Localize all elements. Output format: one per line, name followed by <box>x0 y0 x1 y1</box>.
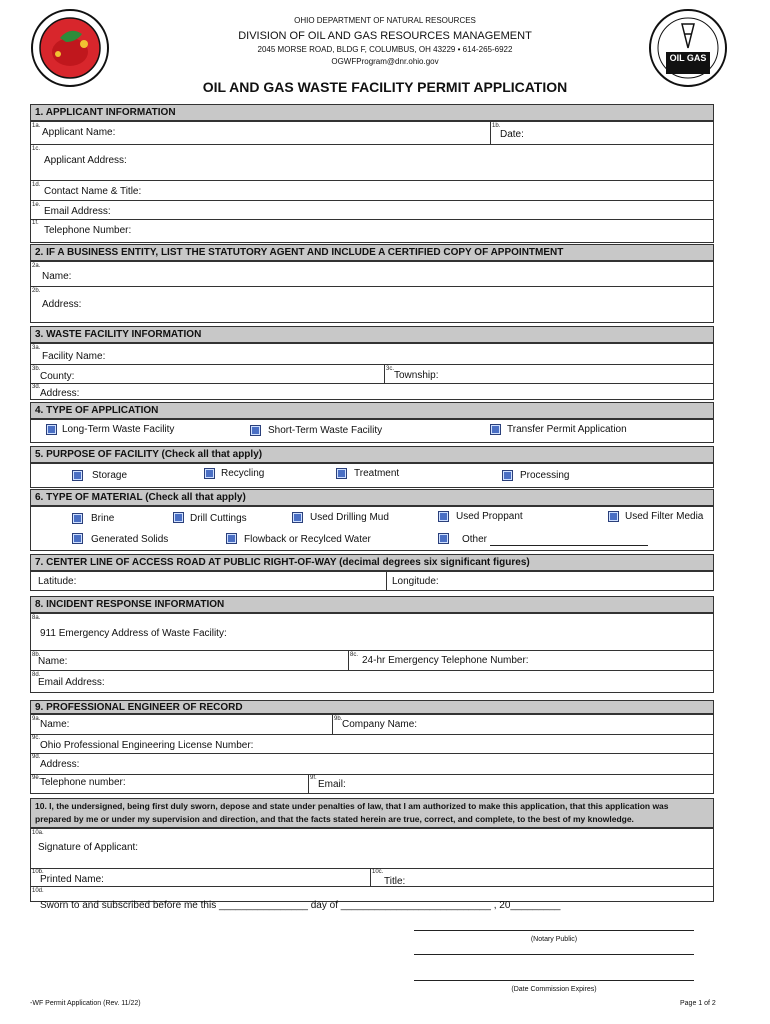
company-name-field[interactable]: Company Name: <box>342 719 418 730</box>
facility-address-field[interactable]: Address: <box>40 388 80 399</box>
brine-checkbox[interactable] <box>72 513 83 524</box>
agent-name-field[interactable]: Name: <box>42 271 72 282</box>
engineer-email-field[interactable]: Email: <box>318 779 346 790</box>
permit-form: 1. APPLICANT INFORMATION 1a. Applicant Name: 1b. Date: 1c. Applicant Address: 1d. Contact Name & Title: 1e. Email Address: 1f. Telephone Number: 2. IF A BUSINESS ENTITY, LIST THE STATUTORY AGENT AND INCLUDE A CERTIFIED COPY OF APPOINTMENT 2a. Name: 2b. Address: 3. WASTE FACILITY INFORMATION 3a. Facility Name: 3b. County: 3c. Township: 3d. Address: 4. TYPE OF APPLICATION Long-Term Waste Facility Short-Term Waste Facility Transfer Permit Application 5. PURPOSE OF FACILITY (Check all that apply) Storage Recycling Treatment Processing 6. TYPE OF MATERIAL (Check all that apply) Brine Drill Cuttings Used Drilling Mud Used Proppant Used Filter Media Generated Solids Flowback or Recylced Water Other 7. CENTER LINE OF ACCESS ROAD AT PUBLIC RIGHT-OF-WAY (decimal degrees six significant figures) Latitude: Longitude: 8. INCIDENT RESPONSE INFORMATION 8a. 911 Emergency Address of Waste Facility: 8b. Name: 8c. 24-hr Emergency Telephone Number: 8d. Email Address: 9. PROFESSIONAL ENGINEER OF RECORD 9a. Name: 9b. Company Name: 9c. Ohio Professional Engineering License Number: 9d. Address: 9e. Telephone number: 9f. Email: 10. I, the undersigned, being first duly sworn, depose and state under penalties of law, that I am authorized to make this application, that this application was prepared by me or under my supervision and direction, and that the facts stated herein are true, correct, and complete, to the best of my knowledge. 10a. Signature of Applicant: 10b. Printed Name: 10c. Title: 10d. Sworn to and subscribed before me this ________________ day of ___________________________ , 20_________ (Notary Public) (Date Commission Expires) <box>30 104 716 1004</box>
storage-label: Storage <box>92 470 128 481</box>
section-3-heading: 3. WASTE FACILITY INFORMATION <box>30 326 714 343</box>
drill-cuttings-label: Drill Cuttings <box>190 513 247 524</box>
emergency-phone-field[interactable]: 24-hr Emergency Telephone Number: <box>362 655 529 666</box>
section-7-heading: 7. CENTER LINE OF ACCESS ROAD AT PUBLIC RIGHT-OF-WAY (decimal degrees six significant figures) <box>30 554 714 571</box>
section-3-box <box>30 343 714 400</box>
generated-solids-checkbox[interactable] <box>72 533 83 544</box>
used-proppant-label: Used Proppant <box>456 511 523 522</box>
used-proppant-checkbox[interactable] <box>438 511 449 522</box>
generated-solids-label: Generated Solids <box>91 534 169 545</box>
telephone-field[interactable]: Telephone Number: <box>44 225 132 236</box>
division-name: DIVISION OF OIL AND GAS RESOURCES MANAGEMENT <box>238 30 532 42</box>
recycling-checkbox[interactable] <box>204 468 215 479</box>
facility-name-field[interactable]: Facility Name: <box>42 351 106 362</box>
recycling-label: Recycling <box>221 468 265 479</box>
longitude-field[interactable]: Longitude: <box>392 576 439 587</box>
commission-label: (Date Commission Expires) <box>511 986 597 993</box>
signature-field[interactable]: Signature of Applicant: <box>38 842 139 853</box>
license-number-field[interactable]: Ohio Professional Engineering License Number: <box>40 740 254 751</box>
long-term-checkbox[interactable] <box>46 424 57 435</box>
sworn-statement: Sworn to and subscribed before me this ________________ day of ___________________________ , 20_________ <box>40 900 561 911</box>
notary-signature-line[interactable] <box>414 930 694 931</box>
used-drilling-mud-checkbox[interactable] <box>292 512 303 523</box>
treatment-label: Treatment <box>354 468 400 479</box>
flowback-water-checkbox[interactable] <box>226 533 237 544</box>
engineer-phone-field[interactable]: Telephone number: <box>40 777 126 788</box>
short-term-label: Short-Term Waste Facility <box>268 425 383 436</box>
contact-name-field[interactable]: Contact Name & Title: <box>44 186 142 197</box>
section-4-heading: 4. TYPE OF APPLICATION <box>30 402 714 419</box>
other-label: Other <box>462 534 488 545</box>
used-filter-media-label: Used Filter Media <box>625 511 704 522</box>
used-filter-media-checkbox[interactable] <box>608 511 619 522</box>
storage-checkbox[interactable] <box>72 470 83 481</box>
oil-gas-logo-text: OIL GAS <box>669 53 707 63</box>
dept-name: OHIO DEPARTMENT OF NATURAL RESOURCES <box>294 16 476 25</box>
section-8-heading: 8. INCIDENT RESPONSE INFORMATION <box>30 596 714 613</box>
footer-page-number: Page 1 of 2 <box>680 1000 716 1007</box>
county-field[interactable]: County: <box>40 371 75 382</box>
section-1-box <box>30 121 714 243</box>
commission-line[interactable] <box>414 980 694 981</box>
agent-address-field[interactable]: Address: <box>42 299 82 310</box>
processing-checkbox[interactable] <box>502 470 513 481</box>
long-term-label: Long-Term Waste Facility <box>62 424 175 435</box>
section-2-heading: 2. IF A BUSINESS ENTITY, LIST THE STATUTORY AGENT AND INCLUDE A CERTIFIED COPY OF APPOINTMENT <box>30 244 714 261</box>
section-5-heading: 5. PURPOSE OF FACILITY (Check all that apply) <box>30 446 714 463</box>
engineer-address-field[interactable]: Address: <box>40 759 80 770</box>
notary-label: (Notary Public) <box>530 936 578 943</box>
title-field[interactable]: Title: <box>384 876 406 887</box>
incident-name-field[interactable]: Name: <box>38 656 68 667</box>
section-2-box <box>30 261 714 323</box>
short-term-checkbox[interactable] <box>250 425 261 436</box>
township-field[interactable]: Township: <box>394 370 439 381</box>
emergency-address-field[interactable]: 911 Emergency Address of Waste Facility: <box>40 628 227 639</box>
other-input-line[interactable] <box>490 545 648 546</box>
section-10-box <box>30 828 714 902</box>
section-8-box <box>30 613 714 693</box>
treatment-checkbox[interactable] <box>336 468 347 479</box>
section-9-heading: 9. PROFESSIONAL ENGINEER OF RECORD <box>30 700 714 714</box>
engineer-name-field[interactable]: Name: <box>40 719 70 730</box>
applicant-name-field[interactable]: Applicant Name: <box>42 127 116 138</box>
latitude-field[interactable]: Latitude: <box>38 576 77 587</box>
brine-label: Brine <box>91 513 115 524</box>
applicant-address-field[interactable]: Applicant Address: <box>44 155 127 166</box>
flowback-water-label: Flowback or Recylced Water <box>244 534 371 545</box>
notary-line-2[interactable] <box>414 954 694 955</box>
page-title: OIL AND GAS WASTE FACILITY PERMIT APPLICATION <box>202 79 568 95</box>
printed-name-field[interactable]: Printed Name: <box>40 874 104 885</box>
drill-cuttings-checkbox[interactable] <box>173 512 184 523</box>
division-email: OGWFProgram@dnr.ohio.gov <box>331 57 439 66</box>
incident-email-field[interactable]: Email Address: <box>38 677 105 688</box>
transfer-permit-label: Transfer Permit Application <box>507 424 627 435</box>
email-field[interactable]: Email Address: <box>44 206 111 217</box>
used-drilling-mud-label: Used Drilling Mud <box>310 512 389 523</box>
division-address: 2045 MORSE ROAD, BLDG F, COLUMBUS, OH 43229 • 614-265-6922 <box>257 45 513 54</box>
other-checkbox[interactable] <box>438 533 449 544</box>
footer-form-rev: -WF Permit Application (Rev. 11/22) <box>30 1000 141 1007</box>
transfer-permit-checkbox[interactable] <box>490 424 501 435</box>
section-10-heading: 10. I, the undersigned, being first duly sworn, depose and state under penalties of law, that I am authorized to make this application, that this application was prepared by me or under my supervision and direction, and that the facts stated herein are true, correct, and complete, to the best of my knowledge. <box>30 798 714 828</box>
section-1-heading: 1. APPLICANT INFORMATION <box>30 104 714 121</box>
processing-label: Processing <box>520 470 570 481</box>
section-6-heading: 6. TYPE OF MATERIAL (Check all that apply) <box>30 489 714 506</box>
section-7-box <box>30 571 714 591</box>
date-field[interactable]: Date: <box>500 129 524 140</box>
